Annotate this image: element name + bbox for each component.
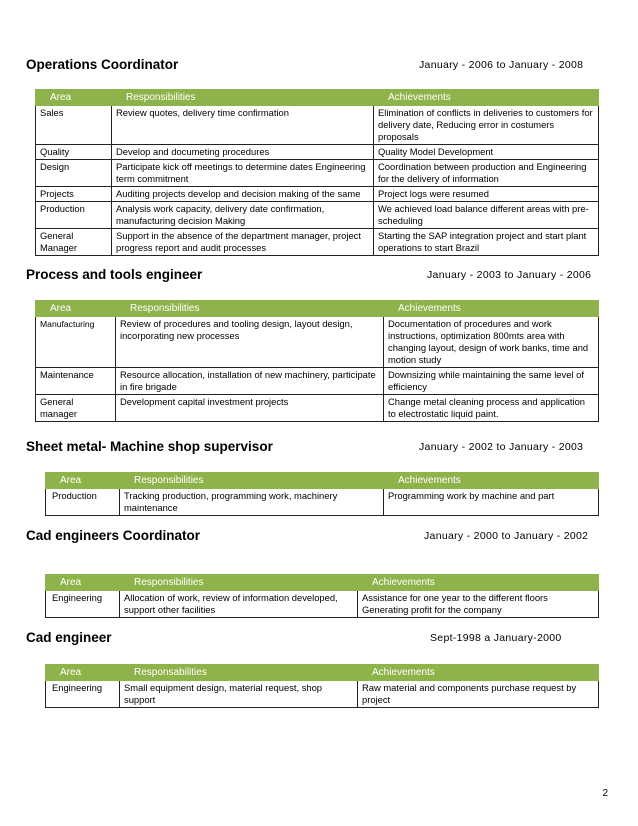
table-header-row (46, 575, 599, 591)
header-area: Area (46, 665, 120, 681)
header-achievements: Achievements (358, 575, 599, 591)
table-header-row (46, 473, 599, 489)
job-table (45, 574, 599, 618)
cell-achievements: Change metal cleaning process and application to electrostatic liquid paint. (384, 395, 599, 422)
job-title: Process and tools engineer (26, 267, 203, 282)
cell-responsibilities: Auditing projects develop and decision making of the same (112, 187, 374, 202)
cell-responsibilities: Review of procedures and tooling design, layout design, incorporating new processes (116, 317, 384, 368)
header-area: Area (46, 575, 120, 591)
table-row (46, 681, 599, 708)
table-header-row (46, 665, 599, 681)
job-title: Cad engineer (26, 630, 112, 645)
header-area: Area (36, 90, 112, 106)
cell-responsibilities: Support in the absence of the department manager, project progress report and audit processes (112, 229, 374, 256)
cell-area: General manager (36, 395, 116, 422)
cell-area: Projects (36, 187, 112, 202)
cell-responsibilities: Allocation of work, review of information developed, support other facilities (120, 591, 358, 618)
cell-area: Manufacturing (36, 317, 116, 368)
table-row (36, 145, 599, 160)
table-row (36, 187, 599, 202)
header-achievements: Achievements (384, 473, 599, 489)
table-row (36, 106, 599, 145)
job-date: January - 2003 to January - 2006 (427, 269, 592, 281)
table-row (36, 160, 599, 187)
cell-achievements: Project logs were resumed (374, 187, 599, 202)
cell-area: Production (36, 202, 112, 229)
cell-achievements: Coordination between production and Engineering for the delivery of information (374, 160, 599, 187)
table-row (36, 368, 599, 395)
table-row (46, 489, 599, 516)
cell-achievements: Quality Model Development (374, 145, 599, 160)
cell-area: Production (46, 489, 120, 516)
cell-area: Maintenance (36, 368, 116, 395)
job-table (45, 472, 599, 516)
cell-responsibilities: Review quotes, delivery time confirmation (112, 106, 374, 145)
cell-achievements: We achieved load balance different areas with pre-scheduling (374, 202, 599, 229)
cell-responsibilities: Small equipment design, material request, shop support (120, 681, 358, 708)
job-date: January - 2006 to January - 2008 (419, 59, 584, 71)
table-header-row (36, 301, 599, 317)
cell-achievements: Elimination of conflicts in deliveries to customers for delivery date, Reducing error in costumers proposals (374, 106, 599, 145)
job-date: January - 2000 to January - 2002 (424, 530, 589, 542)
page-number: 2 (602, 788, 608, 799)
cell-responsibilities: Tracking production, programming work, machinery maintenance (120, 489, 384, 516)
job-title: Cad engineers Coordinator (26, 528, 201, 543)
table-row (36, 229, 599, 256)
table-header-row (36, 90, 599, 106)
table-row (36, 395, 599, 422)
header-responsibilities: Responsibilities (120, 473, 384, 489)
job-date: Sept-1998 a January-2000 (430, 632, 562, 644)
job-title: Sheet metal- Machine shop supervisor (26, 439, 273, 454)
table-row (36, 202, 599, 229)
job-title: Operations Coordinator (26, 57, 179, 72)
table-row (36, 317, 599, 368)
job-table (35, 300, 599, 422)
cell-responsibilities: Analysis work capacity, delivery date confirmation, manufacturing decision Making (112, 202, 374, 229)
cell-achievements: Starting the SAP integration project and start plant operations to start Brazil (374, 229, 599, 256)
cell-responsibilities: Develop and documeting procedures (112, 145, 374, 160)
header-area: Area (36, 301, 116, 317)
table-row (46, 591, 599, 618)
cell-responsibilities: Development capital investment projects (116, 395, 384, 422)
cell-achievements: Downsizing while maintaining the same level of efficiency (384, 368, 599, 395)
header-area: Area (46, 473, 120, 489)
cell-responsibilities: Participate kick off meetings to determine dates Engineering term commitment (112, 160, 374, 187)
header-responsibilities: Responsibilities (116, 301, 384, 317)
header-responsibilities: Responsibilities (120, 575, 358, 591)
cell-area: Engineering (46, 681, 120, 708)
cell-area: Quality (36, 145, 112, 160)
cell-area: Sales (36, 106, 112, 145)
cell-area: Engineering (46, 591, 120, 618)
cell-area: Design (36, 160, 112, 187)
header-responsibilities: Responsabilities (120, 665, 358, 681)
cell-area: General Manager (36, 229, 112, 256)
job-table (35, 89, 599, 256)
job-table (45, 664, 599, 708)
header-achievements: Achievements (358, 665, 599, 681)
header-achievements: Achievements (374, 90, 599, 106)
cell-responsibilities: Resource allocation, installation of new machinery, participate in fire brigade (116, 368, 384, 395)
header-responsibilities: Responsibilities (112, 90, 374, 106)
job-date: January - 2002 to January - 2003 (419, 441, 584, 453)
cell-achievements: Assistance for one year to the different floors Generating profit for the company (358, 591, 599, 618)
header-achievements: Achievements (384, 301, 599, 317)
cell-achievements: Documentation of procedures and work instructions, optimization 800mts area with changing layout, design of work banks, time and motion study (384, 317, 599, 368)
cell-achievements: Programming work by machine and part (384, 489, 599, 516)
cell-achievements: Raw material and components purchase request by project (358, 681, 599, 708)
